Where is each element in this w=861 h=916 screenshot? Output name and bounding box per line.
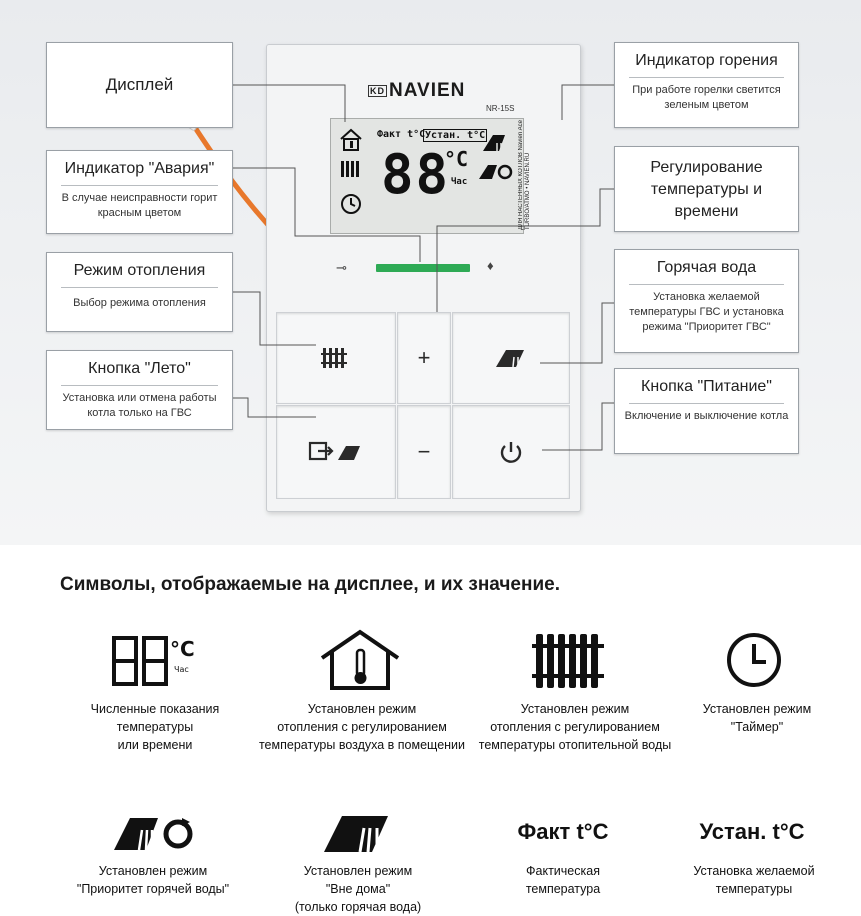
ustan-text-icon: Устан. t°C (699, 819, 805, 844)
callout-display (46, 42, 233, 128)
away-icon (322, 812, 392, 856)
symbol-caption-ustan: Установка желаемой температуры (693, 864, 815, 896)
svg-text:°C: °C (170, 637, 195, 661)
symbol-caption-fakt: Фактическая температура (525, 864, 601, 896)
lcd-digits: 88 (381, 143, 451, 206)
callout-heating-mode (46, 252, 233, 332)
callout-temp-time (614, 146, 799, 232)
callout-title: Индикатор горения (635, 52, 778, 69)
lcd-chas: Час (451, 177, 468, 187)
minus-icon: − (417, 439, 431, 464)
model-label: NR-15S (486, 104, 515, 113)
callout-desc: В случае неисправности горит красным цветом (61, 192, 218, 219)
fakt-text-icon: Факт t°C (517, 819, 609, 844)
section-title: Символы, отображаемые на дисплее, и их значение. (60, 574, 561, 595)
callout-title: Регулирование температуры и времени (650, 159, 763, 220)
house-thermometer-icon (318, 628, 402, 692)
symbol-caption-digits: Численные показания температуры или времени (90, 702, 220, 752)
plus-icon: + (417, 345, 431, 370)
clock-icon (724, 630, 784, 690)
lcd-unit: °C (444, 147, 469, 171)
callout-desc: Включение и выключение котла (624, 410, 789, 422)
svg-text:Час: Час (174, 665, 189, 674)
brand-name: NAVIEN (389, 80, 466, 101)
radiator-icon (532, 632, 606, 690)
callout-title: Режим отопления (73, 262, 206, 279)
symbol-caption-clock: Установлен режим "Таймер" (702, 702, 812, 734)
callout-desc: Установка желаемой температуры ГВС и установка режима "Приоритет ГВС" (629, 291, 784, 333)
callout-desc: Установка или отмена работы котла только на ГВС (62, 392, 217, 419)
flame-icon: ♦ (487, 258, 494, 273)
callout-title: Кнопка "Лето" (88, 360, 191, 377)
hot-water-priority-icon (112, 812, 202, 854)
digits-icon (110, 632, 200, 694)
symbol-caption-house: Установлен режим отопления с регулированием температуры воздуха в помещении (258, 702, 466, 752)
callout-title: Индикатор "Авария" (64, 160, 215, 177)
brand-prefix: KD (370, 85, 385, 96)
callout-summer-button (46, 350, 233, 430)
callout-burn-indicator (614, 42, 799, 128)
callout-title: Кнопка "Питание" (641, 378, 772, 395)
callout-power-button (614, 368, 799, 454)
callout-title: Дисплей (105, 75, 174, 94)
symbol-caption-priority: Установлен режим "Приоритет горячей воды" (76, 864, 230, 896)
symbol-caption-away: Установлен режим "Вне дома" (только горячая вода) (294, 864, 422, 914)
callout-title: Горячая вода (656, 259, 757, 276)
callout-alarm (46, 150, 233, 234)
callout-hot-water (614, 249, 799, 353)
wrench-icon: ⊸ (336, 260, 347, 275)
callout-desc: При работе горелки светится зеленым цветом (632, 84, 781, 111)
callout-desc: Выбор режима отопления (73, 297, 206, 309)
lcd-ustan: Устан. t°C (425, 130, 486, 141)
lcd-fakt: Факт t°C (377, 129, 426, 140)
symbol-caption-radiator: Установлен режим отопления с регулированием температуры отопительной воды (478, 702, 672, 752)
lcd-side-label: ДЛЯ НАСТЕННЫХ КОТЛОВ Navien Ace TURBO/ATMO • NAVIEN.RU (518, 120, 531, 230)
